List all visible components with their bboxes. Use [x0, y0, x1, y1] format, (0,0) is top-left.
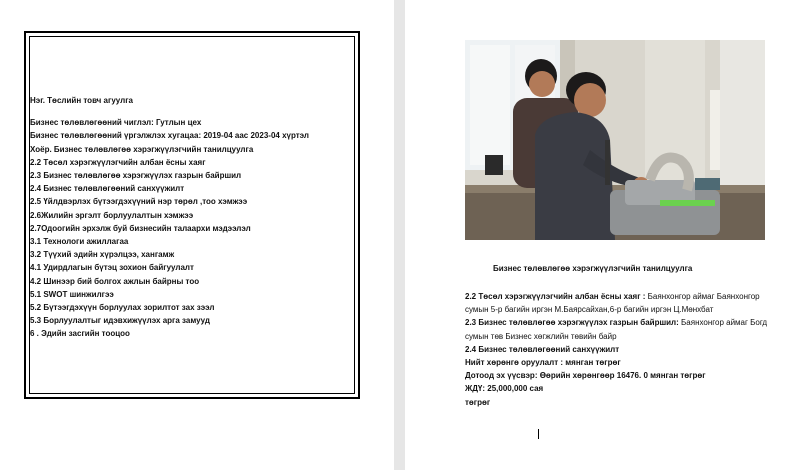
location-label: 2.3 Бизнес төлөвлөгөө хэрэгжүүлэх газрын байршил:	[465, 318, 679, 328]
loan-amount: ЖДҮ: 25,000,000 сая	[465, 384, 544, 394]
toc-item: Бизнес төлөвлөгөөний чиглэл: Гутлын цех	[30, 118, 202, 128]
toc-item: 2.2 Төсөл хэрэгжүүлэгчийн албан ёсны хаяг	[30, 157, 206, 167]
toc-item: 3.2 Түүхий эдийн хүрэлцээ, хангамж	[30, 250, 175, 260]
document-body	[465, 290, 795, 409]
table-of-contents	[30, 94, 356, 341]
finance-heading: 2.4 Бизнес төлөвлөгөөний санхүүжилт	[465, 344, 620, 354]
page-gutter	[394, 0, 405, 470]
toc-frame	[24, 31, 360, 399]
toc-item: 5.1 SWOT шинжилгээ	[30, 289, 114, 299]
photo-caption: Бизнес төлөвлөгөө хэрэгжүүлэгчийн танилцуулга	[493, 264, 693, 273]
toc-item: 2.5 Үйлдвэрлэх бүтээгдэхүүний нэр төрөл ,тоо хэмжээ	[30, 197, 248, 207]
toc-item: 2.7Одоогийн эрхэлж буй бизнесийн талаархи мэдээлэл	[30, 223, 251, 233]
toc-item: Хоёр. Бизнес төлөвлөгөө хэрэгжүүлэгчийн танилцуулга	[30, 144, 254, 154]
toc-item: Бизнес төлөвлөгөөний үргэлжлэх хугацаа: 2019-04 аас 2023-04 хүртэл	[30, 131, 309, 141]
address-label: 2.2 Төсөл хэрэгжүүлэгчийн албан ёсны хаяг :	[465, 292, 646, 301]
address-line	[465, 290, 795, 303]
location-continued: сумын төв Бизнес хөгжлийн төвийн байр	[465, 331, 617, 341]
own-funding: Дотоод эх үүсвэр: Өөрийн хөрөнгөөр 16476. 0 мянган төгрөг	[465, 371, 706, 381]
right-page	[405, 0, 804, 470]
workshop-photo-graphic	[465, 40, 765, 240]
address-continued: сумын 5-р багийн иргэн М.Баярсайхан,6-р багийн иргэн Ц.Мөнхбат	[465, 305, 714, 315]
toc-item: 2.6Жилийн эргэлт борлуулалтын хэмжээ	[30, 210, 194, 220]
toc-item: 5.3 Борлуулалтыг идэвхижүүлэх арга замууд	[30, 316, 210, 326]
toc-item: 4.2 Шинээр бий болгох ажлын байрны тоо	[30, 276, 200, 286]
currency-line: төгрөг	[465, 397, 491, 407]
toc-item: 5.2 Бүтээгдэхүүн борлуулах зорилтот зах зээл	[30, 303, 215, 313]
address-value: Баянхонгор аймаг Баянхонгор	[645, 292, 760, 301]
toc-item: 3.1 Технологи ажиллагаа	[30, 237, 129, 247]
toc-title: Нэг. Төслийн товч агуулга	[30, 96, 133, 105]
toc-item: 2.3 Бизнес төлөвлөгөө хэрэгжүүлэх газрын байршил	[30, 171, 242, 181]
total-investment: Нийт хөрөнгө оруулалт : мянган төгрөг	[465, 358, 621, 368]
left-page	[0, 0, 394, 470]
toc-item: 6 . Эдийн засгийн тооцоо	[30, 329, 130, 339]
workshop-photo	[465, 40, 765, 240]
location-line	[465, 316, 795, 329]
toc-item: 4.1 Удирдлагын бүтэц зохион байгуулалт	[30, 263, 194, 273]
toc-item: 2.4 Бизнес төлөвлөгөөний санхүүжилт	[30, 184, 185, 194]
text-cursor[interactable]	[538, 429, 539, 439]
location-value: Баянхонгор аймаг Богд	[678, 318, 768, 328]
